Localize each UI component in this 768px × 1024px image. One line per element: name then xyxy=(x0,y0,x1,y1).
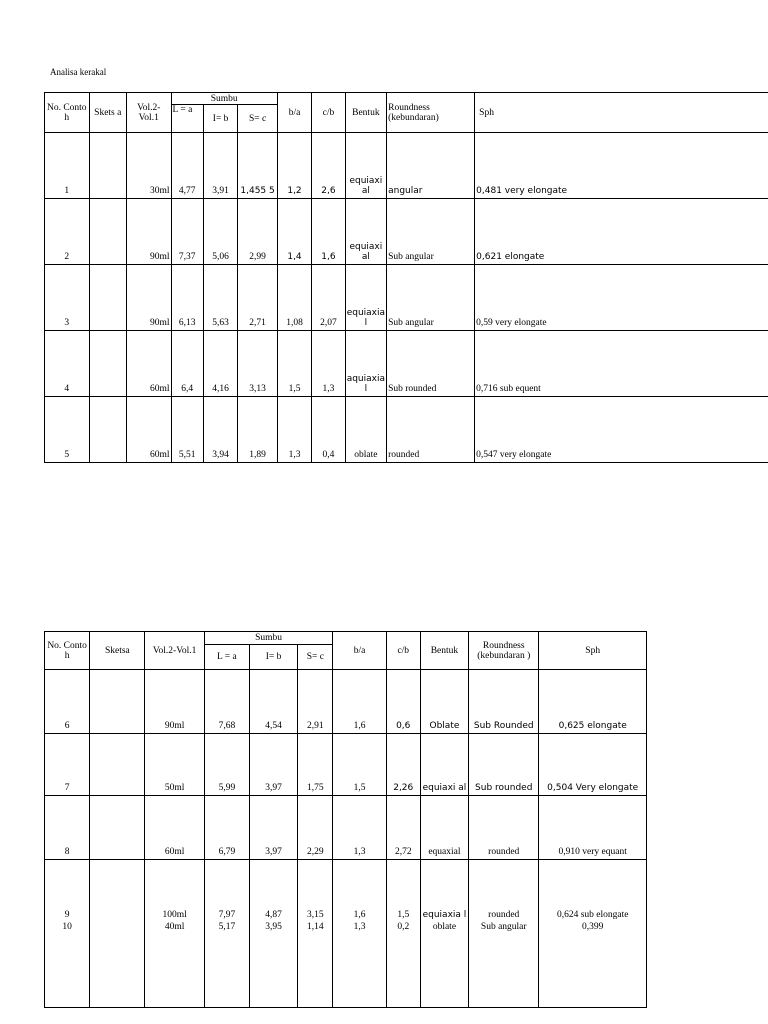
header-vol: Vol.2-Vol.1 xyxy=(126,93,171,133)
header-sumbu: Sumbu xyxy=(204,632,333,645)
cell-l: 5,99 xyxy=(204,734,249,796)
cell-sph: 0,621 elongate xyxy=(475,199,768,265)
cell-bentuk: oblate xyxy=(345,397,387,463)
cell-i: 4,16 xyxy=(203,331,237,397)
cell-vol: 40ml xyxy=(145,922,204,1008)
cell-sketsa xyxy=(89,397,126,463)
header-s: S= c xyxy=(238,105,278,133)
cell-sketsa xyxy=(89,331,126,397)
cell-sketsa xyxy=(89,199,126,265)
cell-i: 4,87 xyxy=(249,860,297,922)
cell-no: 10 xyxy=(45,922,90,1008)
cell-vol: 90ml xyxy=(126,199,171,265)
cell-i: 3,97 xyxy=(249,796,297,860)
cell-no: 4 xyxy=(45,331,90,397)
cell-vol: 60ml xyxy=(126,397,171,463)
cell-ba: 1,2 xyxy=(277,133,311,199)
cell-roundness: Sub angular xyxy=(387,265,475,331)
cell-sph: 0,910 very equant xyxy=(539,796,647,860)
cell-ba: 1,5 xyxy=(277,331,311,397)
cell-sketsa xyxy=(90,670,145,734)
table-row xyxy=(45,922,647,1008)
cell-s: 1,14 xyxy=(298,922,333,1008)
cell-bentuk: equiaxia l xyxy=(345,265,387,331)
table-row xyxy=(45,397,768,463)
cell-s: 2,91 xyxy=(298,670,333,734)
cell-i: 3,95 xyxy=(249,922,297,1008)
cell-roundness: angular xyxy=(387,133,475,199)
cell-roundness: rounded xyxy=(469,860,539,922)
cell-s: 2,29 xyxy=(298,796,333,860)
cell-no: 5 xyxy=(45,397,90,463)
cell-i: 5,06 xyxy=(203,199,237,265)
cell-ba: 1,3 xyxy=(333,796,386,860)
cell-cb: 1,6 xyxy=(312,199,345,265)
cell-bentuk: aquiaxia l xyxy=(345,331,387,397)
cell-cb: 2,26 xyxy=(386,734,420,796)
cell-roundness: Sub Rounded xyxy=(469,670,539,734)
cell-roundness: rounded xyxy=(469,796,539,860)
cell-l: 6,4 xyxy=(171,331,203,397)
table-row xyxy=(45,265,768,331)
cell-roundness: Sub rounded xyxy=(387,331,475,397)
cell-s: 1,75 xyxy=(298,734,333,796)
cell-roundness: rounded xyxy=(387,397,475,463)
page-title: Analisa kerakal xyxy=(50,67,107,77)
table-row xyxy=(45,670,647,734)
cell-vol: 90ml xyxy=(145,670,204,734)
cell-cb: 0,4 xyxy=(312,397,345,463)
table-analisa-2 xyxy=(44,631,647,1008)
cell-s: 2,99 xyxy=(238,199,278,265)
header-ba: b/a xyxy=(277,93,311,133)
cell-vol: 100ml xyxy=(145,860,204,922)
cell-no: 6 xyxy=(45,670,90,734)
cell-sph: 0,481 very elongate xyxy=(475,133,768,199)
cell-ba: 1,4 xyxy=(277,199,311,265)
cell-s: 2,71 xyxy=(238,265,278,331)
cell-sph: 0,716 sub equent xyxy=(475,331,768,397)
cell-i: 3,97 xyxy=(249,734,297,796)
cell-l: 6,79 xyxy=(204,796,249,860)
cell-sketsa xyxy=(90,922,145,1008)
cell-l: 5,51 xyxy=(171,397,203,463)
header-s: S= c xyxy=(298,645,333,670)
cell-no: 8 xyxy=(45,796,90,860)
table-row xyxy=(45,860,647,922)
cell-i: 3,91 xyxy=(203,133,237,199)
cell-ba: 1,6 xyxy=(333,670,386,734)
cell-l: 6,13 xyxy=(171,265,203,331)
cell-cb: 0,6 xyxy=(386,670,420,734)
cell-l: 5,17 xyxy=(204,922,249,1008)
header-bentuk: Bentuk xyxy=(345,93,387,133)
cell-i: 3,94 xyxy=(203,397,237,463)
cell-s: 3,15 xyxy=(298,860,333,922)
cell-s: 3,13 xyxy=(238,331,278,397)
cell-no: 3 xyxy=(45,265,90,331)
header-roundness: Roundness (kebundaran ) xyxy=(469,632,539,670)
cell-ba: 1,6 xyxy=(333,860,386,922)
header-no: No. Conto h xyxy=(45,93,90,133)
cell-vol: 50ml xyxy=(145,734,204,796)
table-row xyxy=(45,199,768,265)
cell-sketsa xyxy=(90,796,145,860)
cell-s: 1,455 5 xyxy=(238,133,278,199)
cell-ba: 1,3 xyxy=(277,397,311,463)
cell-i: 4,54 xyxy=(249,670,297,734)
cell-sph: 0,625 elongate xyxy=(539,670,647,734)
header-sumbu: Sumbu xyxy=(171,93,277,105)
header-sph: Sph xyxy=(539,632,647,670)
header-cb: c/b xyxy=(312,93,345,133)
cell-cb: 1,3 xyxy=(312,331,345,397)
cell-bentuk: equiaxi al xyxy=(420,734,468,796)
cell-sketsa xyxy=(89,265,126,331)
cell-l: 7,68 xyxy=(204,670,249,734)
cell-vol: 60ml xyxy=(145,796,204,860)
header-sph: Sph xyxy=(475,93,768,133)
header-l: L = a xyxy=(171,105,203,133)
cell-no: 7 xyxy=(45,734,90,796)
cell-bentuk: Oblate xyxy=(420,670,468,734)
cell-sketsa xyxy=(89,133,126,199)
header-cb: c/b xyxy=(386,632,420,670)
cell-bentuk: oblate xyxy=(420,922,468,1008)
cell-ba: 1,08 xyxy=(277,265,311,331)
table-row xyxy=(45,734,647,796)
cell-sph: 0,399 xyxy=(539,922,647,1008)
header-bentuk: Bentuk xyxy=(420,632,468,670)
cell-cb: 2,07 xyxy=(312,265,345,331)
cell-roundness: Sub angular xyxy=(469,922,539,1008)
cell-vol: 30ml xyxy=(126,133,171,199)
cell-s: 1,89 xyxy=(238,397,278,463)
cell-cb: 2,72 xyxy=(386,796,420,860)
cell-bentuk: equiaxi al xyxy=(345,199,387,265)
header-i: I= b xyxy=(203,105,237,133)
cell-sketsa xyxy=(90,734,145,796)
cell-sph: 0,547 very elongate xyxy=(475,397,768,463)
table-analisa-1 xyxy=(44,92,768,463)
table-row xyxy=(45,796,647,860)
cell-sph: 0,59 very elongate xyxy=(475,265,768,331)
header-sketsa: Sketsa xyxy=(90,632,145,670)
cell-i: 5,63 xyxy=(203,265,237,331)
cell-vol: 90ml xyxy=(126,265,171,331)
cell-roundness: Sub angular xyxy=(387,199,475,265)
cell-sph: 0,504 Very elongate xyxy=(539,734,647,796)
cell-sph: 0,624 sub elongate xyxy=(539,860,647,922)
cell-l: 7,37 xyxy=(171,199,203,265)
header-roundness: Roundness (kebundaran) xyxy=(387,93,475,133)
cell-cb: 2,6 xyxy=(312,133,345,199)
cell-vol: 60ml xyxy=(126,331,171,397)
header-l: L = a xyxy=(204,645,249,670)
header-no: No. Conto h xyxy=(45,632,90,670)
header-ba: b/a xyxy=(333,632,386,670)
cell-cb: 1,5 xyxy=(386,860,420,922)
cell-ba: 1,3 xyxy=(333,922,386,1008)
cell-no: 9 xyxy=(45,860,90,922)
header-vol: Vol.2-Vol.1 xyxy=(145,632,204,670)
header-sketsa: Skets a xyxy=(89,93,126,133)
cell-cb: 0,2 xyxy=(386,922,420,1008)
table-row xyxy=(45,133,768,199)
cell-no: 1 xyxy=(45,133,90,199)
cell-no: 2 xyxy=(45,199,90,265)
cell-sketsa xyxy=(90,860,145,922)
cell-bentuk: equiaxia l xyxy=(420,860,468,922)
header-i: I= b xyxy=(249,645,297,670)
cell-ba: 1,5 xyxy=(333,734,386,796)
cell-bentuk: equaxial xyxy=(420,796,468,860)
table-row xyxy=(45,331,768,397)
cell-roundness: Sub rounded xyxy=(469,734,539,796)
cell-l: 4,77 xyxy=(171,133,203,199)
cell-bentuk: equiaxi al xyxy=(345,133,387,199)
cell-l: 7,97 xyxy=(204,860,249,922)
